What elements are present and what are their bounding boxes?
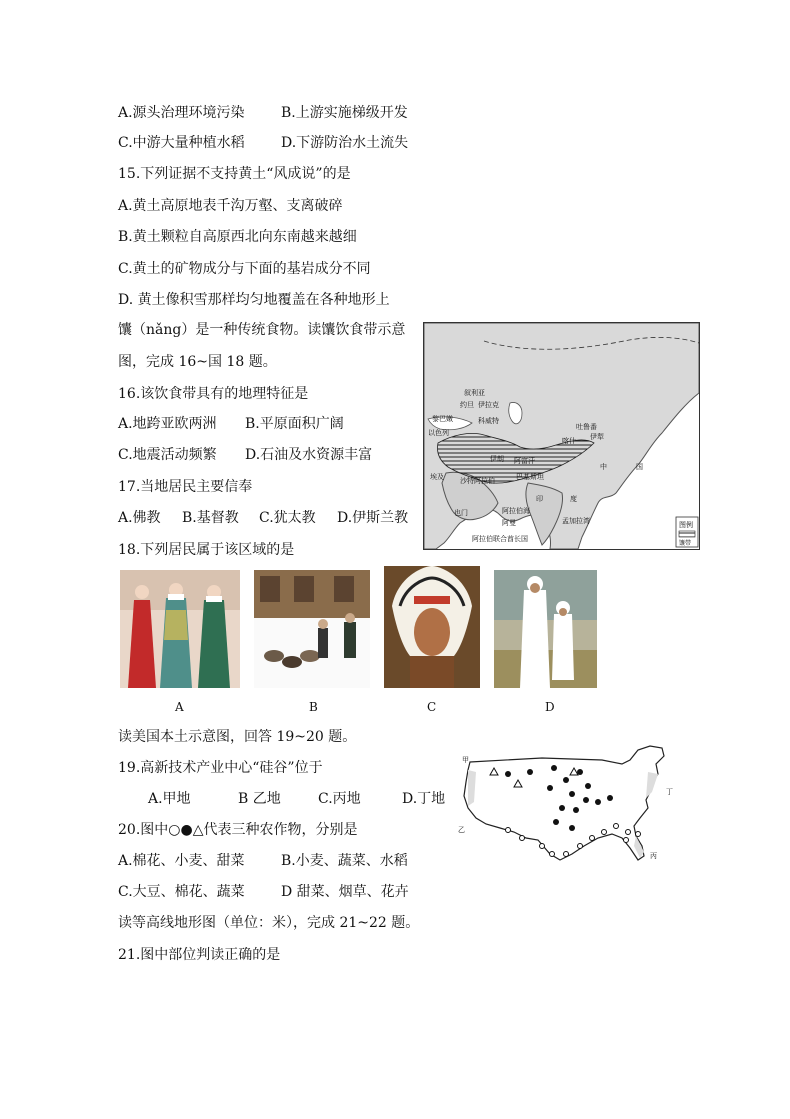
intro-21: 读等高线地形图（单位：米），完成 21~22 题。 bbox=[118, 915, 420, 931]
nang-belt-map-svg bbox=[424, 323, 699, 549]
intro-16-line2: 图，完成 16~国 18 题。 bbox=[118, 354, 277, 370]
label-pakistan: 巴基斯坦 bbox=[516, 473, 544, 481]
label-iran: 伊朗 bbox=[490, 455, 504, 463]
label-india: 印 bbox=[536, 495, 543, 503]
q20-option-b: B.小麦、蔬菜、水稻 bbox=[281, 853, 408, 869]
q20-option-c: C.大豆、棉花、蔬菜 bbox=[118, 884, 245, 900]
q16-option-c: C.地震活动频繁 bbox=[118, 447, 217, 463]
label-yi: 乙 bbox=[458, 826, 465, 834]
q19-option-d: D.丁地 bbox=[402, 791, 446, 807]
photo-a-kimono-women bbox=[120, 570, 240, 688]
photo-caption-d: D bbox=[545, 700, 555, 714]
label-yemen: 也门 bbox=[454, 509, 468, 517]
label-syria: 叙利亚 bbox=[464, 389, 485, 397]
q17-option-d: D.伊斯兰教 bbox=[337, 510, 409, 526]
question-15: 15.下列证据不支持黄土“风成说”的是 bbox=[118, 166, 351, 182]
label-ding: 丁 bbox=[666, 788, 673, 796]
label-china-2: 国 bbox=[636, 463, 643, 471]
label-jia: 甲 bbox=[462, 756, 469, 764]
q15-option-d: D. 黄土像积雪那样均匀地覆盖在各种地形上 bbox=[118, 292, 390, 308]
q17-option-c: C.犹太教 bbox=[259, 510, 316, 526]
label-bing: 丙 bbox=[650, 852, 657, 860]
q14-option-d: D.下游防治水土流失 bbox=[281, 135, 409, 151]
q15-option-c: C.黄土的矿物成分与下面的基岩成分不同 bbox=[118, 261, 371, 277]
east-coast-shade bbox=[646, 772, 658, 798]
label-israel: 以色列 bbox=[428, 429, 449, 437]
usa-map-svg bbox=[452, 742, 682, 872]
label-china: 中 bbox=[600, 463, 607, 471]
map-legend bbox=[676, 517, 698, 547]
label-jordan: 约旦 bbox=[460, 401, 474, 409]
q17-option-b: B.基督教 bbox=[182, 510, 239, 526]
q20-option-a: A.棉花、小麦、甜菜 bbox=[118, 853, 245, 869]
question-17: 17.当地居民主要信奉 bbox=[118, 479, 253, 495]
q17-option-a: A.佛教 bbox=[118, 510, 161, 526]
photo-caption-b: B bbox=[309, 700, 318, 714]
q19-option-a: A.甲地 bbox=[148, 791, 191, 807]
label-kashgar: 喀什 bbox=[562, 437, 576, 445]
usa-map bbox=[452, 742, 682, 872]
label-oman: 阿曼 bbox=[502, 519, 516, 527]
photo-caption-a: A bbox=[175, 700, 184, 714]
question-20: 20.图中○●△代表三种农作物，分别是 bbox=[118, 822, 358, 838]
question-19: 19.高新技术产业中心“硅谷”位于 bbox=[118, 760, 323, 776]
nang-belt-map bbox=[423, 322, 700, 550]
intro-19: 读美国本土示意图，回答 19~20 题。 bbox=[118, 729, 357, 745]
q16-option-a: A.地跨亚欧两洲 bbox=[118, 416, 217, 432]
q19-option-c: C.丙地 bbox=[318, 791, 361, 807]
label-afghanistan: 阿富汗 bbox=[514, 457, 535, 465]
photo-c-native-chief bbox=[384, 566, 480, 688]
question-18: 18.下列居民属于该区域的是 bbox=[118, 542, 295, 558]
q15-option-b: B.黄土颗粒自高原西北向东南越来越细 bbox=[118, 229, 357, 245]
label-ili: 伊犁 bbox=[590, 433, 604, 441]
usa-outline bbox=[464, 746, 664, 860]
q20-option-d: D 甜菜、烟草、花卉 bbox=[281, 884, 409, 900]
label-iraq: 伊拉克 bbox=[478, 401, 499, 409]
legend-item: 馕带 bbox=[679, 540, 692, 547]
label-arabian-sea: 阿拉伯海 bbox=[502, 507, 530, 515]
question-16: 16.该饮食带具有的地理特征是 bbox=[118, 386, 309, 402]
label-egypt: 埃及 bbox=[430, 473, 444, 481]
label-saudi: 沙特阿拉伯 bbox=[460, 477, 495, 485]
q14-option-a: A.源头治理环境污染 bbox=[118, 105, 245, 121]
q14-option-b: B.上游实施梯级开发 bbox=[281, 105, 408, 121]
q16-option-d: D.石油及水资源丰富 bbox=[245, 447, 373, 463]
question-21: 21.图中部位判读正确的是 bbox=[118, 947, 281, 963]
label-lebanon: 黎巴嫩 bbox=[432, 415, 453, 423]
label-turpan: 吐鲁番 bbox=[576, 423, 597, 431]
label-kuwait: 科威特 bbox=[478, 417, 499, 425]
q19-option-b: B 乙地 bbox=[238, 791, 281, 807]
label-bay-of-bengal: 孟加拉湾 bbox=[562, 517, 590, 525]
q15-option-a: A.黄土高原地表千沟万壑、支离破碎 bbox=[118, 198, 343, 214]
photo-d-arab-men bbox=[494, 570, 597, 688]
legend-title: 图例 bbox=[679, 521, 693, 529]
photo-caption-c: C bbox=[427, 700, 437, 714]
intro-16-line1: 馕（nǎng）是一种传统食物。读馕饮食带示意 bbox=[118, 322, 406, 338]
label-india-2: 度 bbox=[570, 495, 577, 503]
photo-b-dog-sled bbox=[254, 570, 370, 688]
q16-option-b: B.平原面积广阔 bbox=[245, 416, 344, 432]
label-uae: 阿拉伯联合酋长国 bbox=[472, 535, 528, 543]
q14-option-c: C.中游大量种植水稻 bbox=[118, 135, 245, 151]
legend-swatch bbox=[679, 531, 695, 537]
